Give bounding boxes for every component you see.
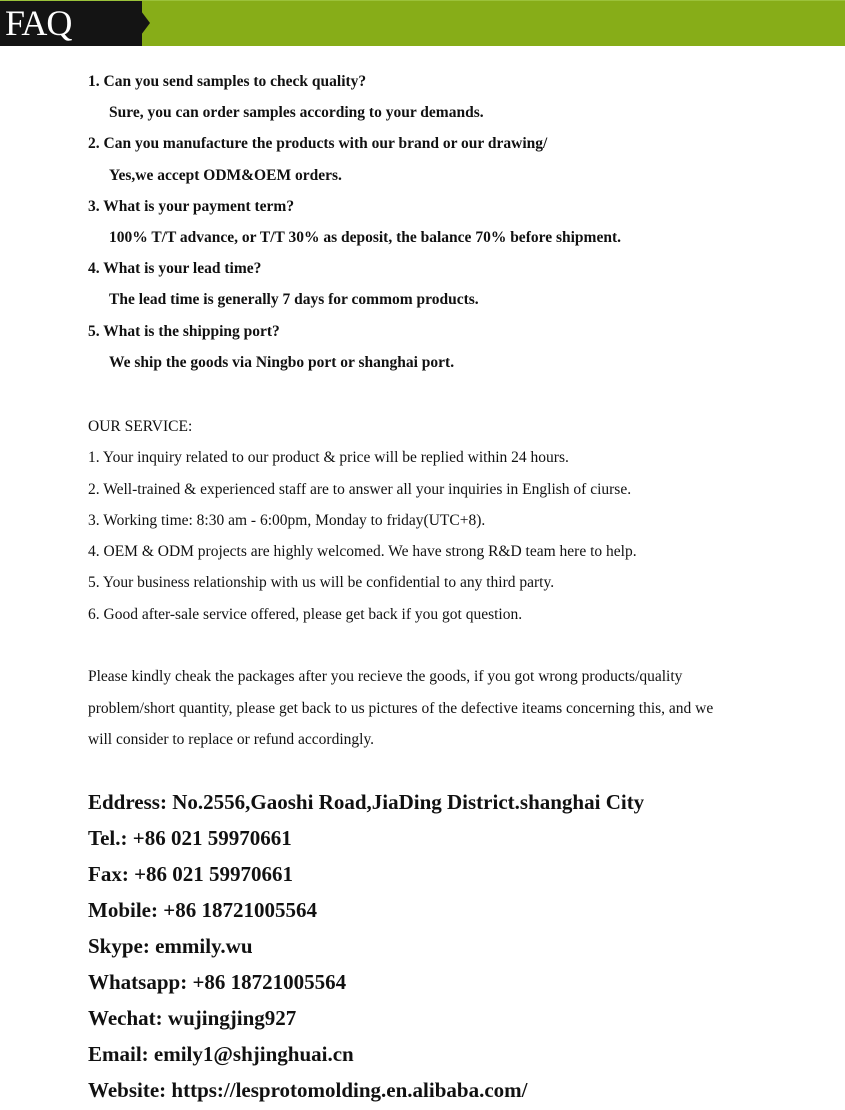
faq-answer: We ship the goods via Ningbo port or shanghai port. xyxy=(109,353,455,371)
contact-wechat: Wechat: wujingjing927 xyxy=(88,1006,297,1030)
contact-skype: Skype: emmily.wu xyxy=(88,934,253,958)
faq-question: 5. What is the shipping port? xyxy=(88,322,280,340)
faq-answer: Sure, you can order samples according to your demands. xyxy=(109,104,484,122)
contact-address: Eddress: No.2556,Gaoshi Road,JiaDing District.shanghai City xyxy=(88,790,645,814)
contact-website: Website: https://lesprotomolding.en.alibaba.com/ xyxy=(88,1078,528,1102)
contact-info xyxy=(88,784,644,1108)
faq-answer: Yes,we accept ODM&OEM orders. xyxy=(109,166,342,184)
service-item: 4. OEM & ODM projects are highly welcomed. We have strong R&D team here to help. xyxy=(88,543,637,561)
contact-tel: Tel.: +86 021 59970661 xyxy=(88,826,292,850)
contact-whatsapp: Whatsapp: +86 18721005564 xyxy=(88,970,347,994)
contact-fax: Fax: +86 021 59970661 xyxy=(88,862,294,886)
service-item: 5. Your business relationship with us will be confidential to any third party. xyxy=(88,574,555,592)
service-item: 6. Good after-sale service offered, please get back if you got question. xyxy=(88,605,523,623)
service-title: OUR SERVICE: xyxy=(88,418,193,435)
faq-question: 3. What is your payment term? xyxy=(88,197,295,215)
header-arrow-icon xyxy=(141,11,150,35)
service-item: 1. Your inquiry related to our product & price will be replied within 24 hours. xyxy=(88,449,569,467)
note-line: Please kindly cheak the packages after you recieve the goods, if you got wrong products/quality xyxy=(88,668,683,685)
page-title: FAQ xyxy=(5,3,72,43)
faq-answer: The lead time is generally 7 days for commom products. xyxy=(109,291,479,309)
contact-email: Email: emily1@shjinghuai.cn xyxy=(88,1042,354,1066)
note-line: will consider to replace or refund accordingly. xyxy=(88,731,375,748)
package-check-note xyxy=(88,661,828,756)
faq-question: 2. Can you manufacture the products with our brand or our drawing/ xyxy=(88,135,548,153)
note-line: problem/short quantity, please get back to us pictures of the defective iteams concerning this, and we xyxy=(88,699,714,717)
service-item: 3. Working time: 8:30 am - 6:00pm, Monday to friday(UTC+8). xyxy=(88,511,486,529)
faq-list xyxy=(88,66,621,378)
service-section xyxy=(88,411,637,630)
faq-question: 1. Can you send samples to check quality? xyxy=(88,73,367,90)
faq-header-banner xyxy=(0,0,845,46)
service-item: 2. Well-trained & experienced staff are to answer all your inquiries in English of ciurse. xyxy=(88,480,632,498)
faq-question: 4. What is your lead time? xyxy=(88,260,262,278)
contact-mobile: Mobile: +86 18721005564 xyxy=(88,898,317,922)
faq-answer: 100% T/T advance, or T/T 30% as deposit, the balance 70% before shipment. xyxy=(109,229,621,247)
